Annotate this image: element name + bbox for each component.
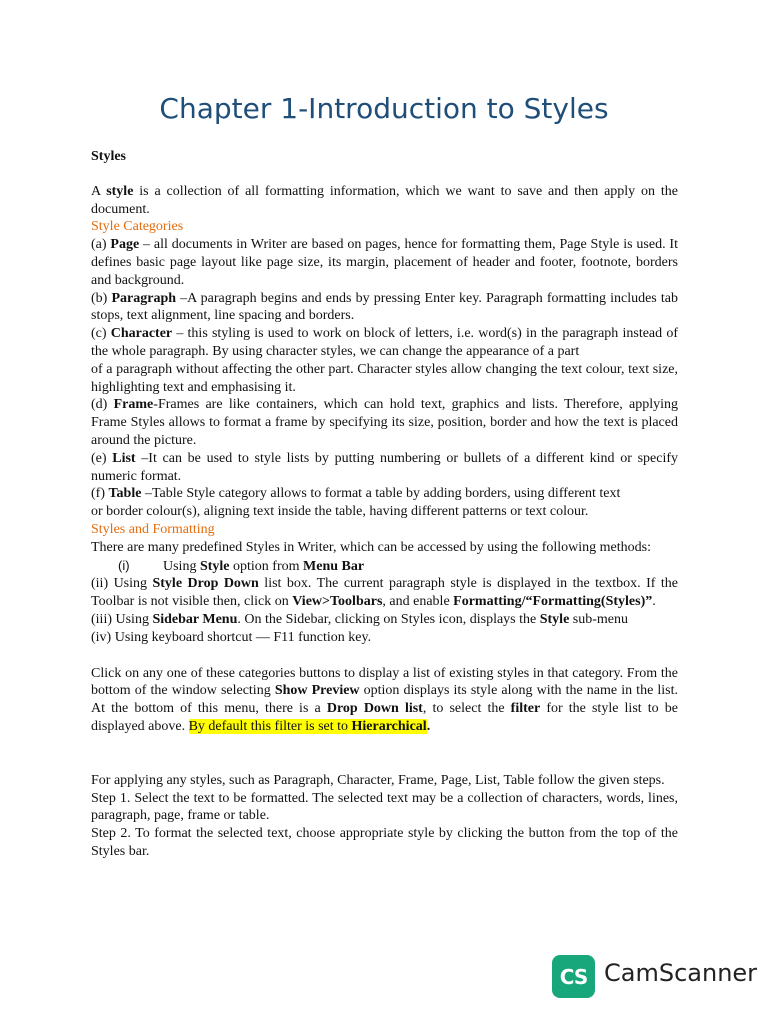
click-paragraph [91, 665, 678, 736]
bold-run: Hierarchical [351, 718, 427, 734]
bold-run: . [426, 718, 431, 734]
text-run: Using [163, 558, 200, 574]
text-run: (b) [91, 290, 112, 306]
method-i [91, 557, 678, 576]
text-run: By default this filter is set to [188, 718, 352, 734]
category-page [91, 236, 678, 289]
method-iv: (iv) Using keyboard shortcut — F11 function key. [91, 629, 372, 645]
step-2: Step 2. To format the selected text, choose appropriate style by clicking the button from the top of the Styles bar. [91, 826, 678, 859]
text-run: option from [229, 558, 304, 574]
applying-paragraph: For applying any styles, such as Paragraph, Character, Frame, Page, List, Table follow the given steps. [91, 772, 665, 788]
bold-run: View>Toolbars [292, 594, 383, 610]
step-1: Step 1. Select the text to be formatted. The selected text may be a collection of characters, words, lines, paragraph, page, frame or table. [91, 790, 678, 824]
text-run: (a) [91, 237, 111, 253]
text-run: . On the Sidebar, clicking on Styles icon, displays the [237, 611, 540, 627]
text-run: for the style list to be displayed above. [91, 701, 678, 734]
methods-intro: There are many predefined Styles in Writer, which can be accessed by using the following methods: [91, 539, 651, 555]
highlighted-text [189, 719, 427, 734]
text-run: – this styling is used to work on block of letters, i.e. word(s) in the paragraph instead of the whole paragraph. By using character styles, we can change the appearance of a part [91, 326, 678, 359]
text-run: (d) [91, 397, 114, 413]
category-character-cont: of a paragraph without affecting the other part. Character styles allow changing the text colour, text size, highlighting text and emphasising it. [91, 361, 678, 395]
camscanner-watermark: CamScanner [604, 959, 758, 987]
bold-run: Paragraph [111, 290, 177, 306]
intro-paragraph [91, 183, 678, 219]
text-run: (c) [91, 326, 111, 342]
text-run: –A paragraph begins and ends by pressing Enter key. Paragraph formatting includes tab stops, text alignment, line spacing and borders. [91, 290, 678, 324]
text-run: –Table Style category allows to format a table by adding borders, using different text [141, 486, 621, 502]
bold-run: Formatting/“Formatting(Styles)” [453, 594, 653, 610]
text-run: (e) [91, 450, 113, 466]
text-run: is a collection of all formatting information, which we want to save and then apply on the document. [91, 183, 678, 217]
text-run: (iii) Using [91, 611, 153, 627]
text-run: . [652, 594, 656, 610]
bold-run: filter [510, 701, 541, 717]
bold-run: Sidebar Menu [152, 611, 238, 627]
bold-run: List [112, 450, 136, 466]
text-run: (f) [91, 486, 109, 502]
method-ii [91, 575, 678, 611]
camscanner-logo-icon [552, 955, 595, 998]
category-table-cont: or border colour(s), aligning text inside the table, having different patterns or text colour. [91, 504, 589, 520]
text-run: (ii) Using [91, 576, 153, 592]
bold-run: Character [110, 326, 173, 342]
text-run: , to select the [422, 701, 511, 717]
bold-run: Show Preview [274, 683, 360, 699]
text-run: list box. The current paragraph style is displayed in the textbox. If the Toolbar is not visible then, click on [91, 576, 678, 610]
bold-run: Drop Down list [326, 701, 423, 717]
bold-run: Page [110, 237, 140, 253]
text-run: Click on any one of these categories buttons to display a list of existing styles in that category. From the bottom of the window selecting [91, 665, 678, 699]
text-run: A [91, 183, 107, 199]
text-run: option displays its style along with the name in the list. At the bottom of this menu, there is a [91, 683, 679, 717]
bold-run: Style Drop Down [152, 576, 259, 592]
bold-run: style [106, 183, 134, 199]
text-run: –It can be used to style lists by putting numbering or bullets of a different kind or specify numeric format. [91, 450, 678, 484]
section-heading: Styles [91, 149, 126, 164]
logo-text: CS [559, 964, 588, 989]
bold-run: Table [108, 486, 142, 502]
category-paragraph [91, 290, 678, 326]
text-run: , and enable [382, 594, 454, 610]
category-table [91, 485, 678, 503]
bold-run: Menu Bar [303, 558, 365, 574]
chapter-title: Chapter 1-Introduction to Styles [159, 92, 609, 125]
bold-run: Style [199, 558, 230, 574]
category-list [91, 450, 678, 486]
method-iii [91, 611, 678, 629]
styles-formatting-heading: Styles and Formatting [91, 521, 215, 537]
spacer [91, 647, 678, 665]
category-character [91, 325, 678, 361]
category-frame [91, 396, 678, 449]
text-run: – all documents in Writer are based on pages, hence for formatting them, Page Style is used. It defines basic page layout like page size, its margin, placement of header and footer, footnote, borders and background. [91, 237, 678, 288]
bold-run: Frame [113, 397, 154, 413]
text-run: sub-menu [569, 611, 629, 627]
document-body [91, 148, 678, 861]
list-number: (i) [118, 557, 130, 573]
bold-run: Style [539, 611, 570, 627]
spacer [91, 736, 678, 772]
style-categories-heading: Style Categories [91, 219, 184, 235]
text-run: -Frames are like containers, which can hold text, graphics and lists. Therefore, applying Frame Styles allows to format a frame by specifying its size, position, border and how the text is placed around the picture. [91, 397, 678, 448]
